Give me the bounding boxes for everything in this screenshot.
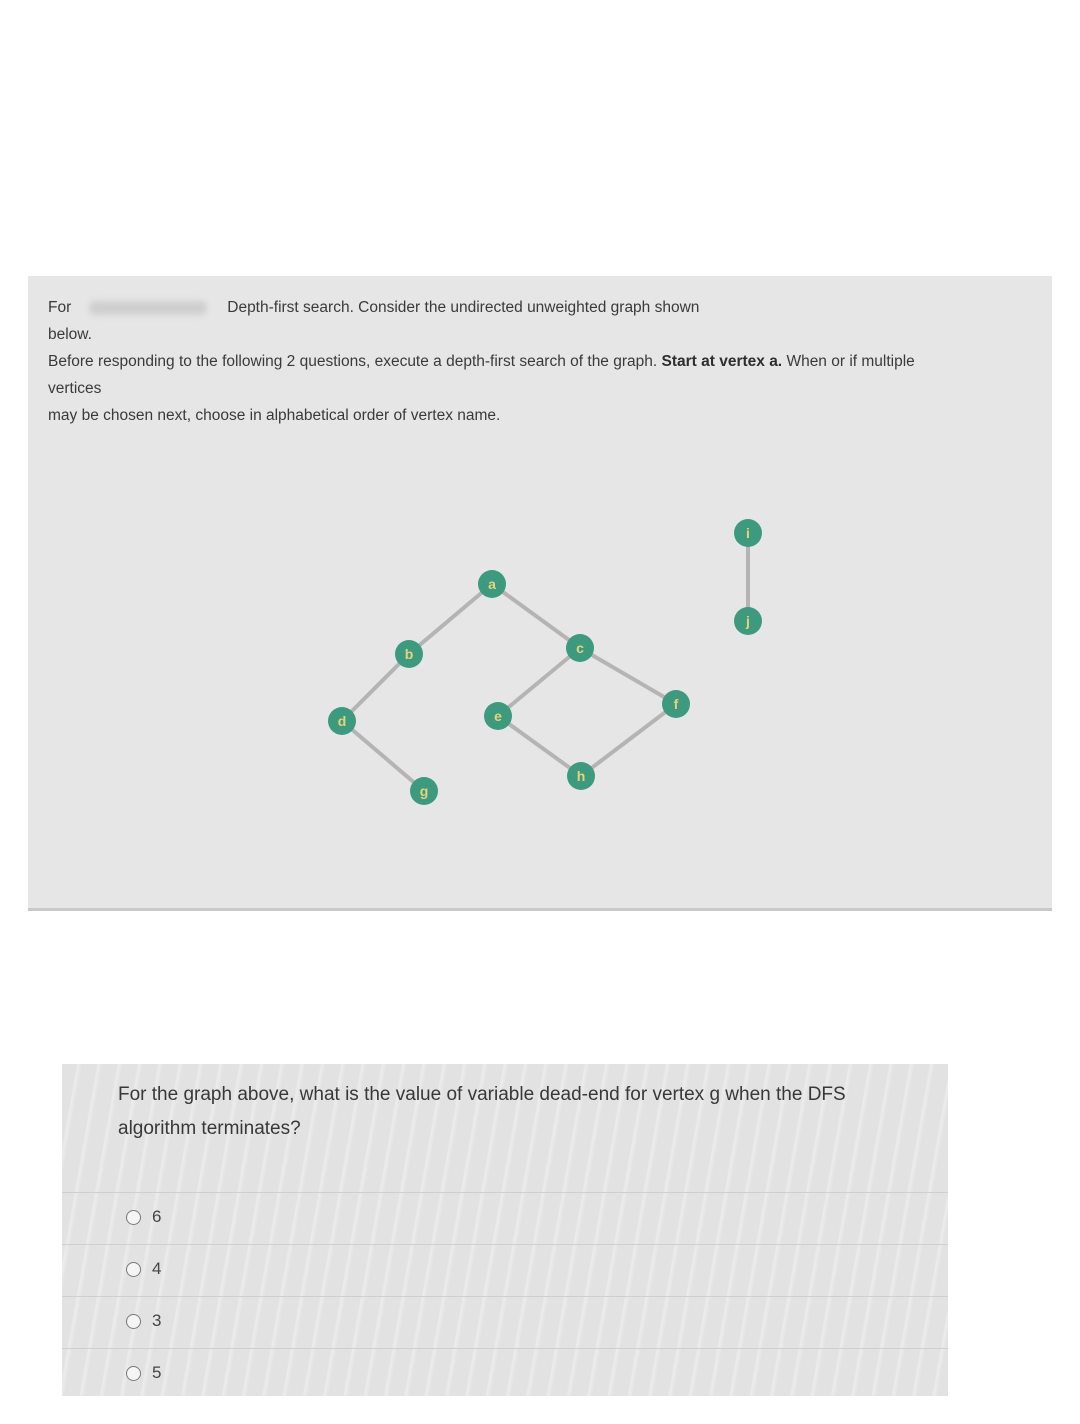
- answer-option-1[interactable]: [62, 1192, 948, 1245]
- question-intro-panel: [28, 276, 1052, 911]
- intro-line-1-text: Depth-first search. Consider the undirected unweighted graph shown: [227, 299, 700, 316]
- start-vertex-instruction: Start at vertex a.: [661, 353, 783, 370]
- vertex-a: [478, 570, 506, 598]
- intro-line-5: may be chosen next, choose in alphabetical order of vertex name.: [48, 407, 501, 424]
- vertex-label: a: [488, 576, 496, 592]
- edge-c-f: [580, 648, 676, 704]
- edge-d-g: [342, 721, 424, 791]
- vertex-label: c: [576, 640, 584, 656]
- vertex-label: i: [746, 525, 750, 541]
- vertex-label: b: [404, 646, 414, 662]
- answer-option-2[interactable]: [62, 1244, 948, 1297]
- question-text: For the graph above, what is the value of variable dead-end for vertex g when the DFS algorithm terminates?: [118, 1084, 846, 1139]
- vertex-label: d: [337, 713, 347, 729]
- answer-option-4[interactable]: [62, 1348, 948, 1401]
- vertex-h: [567, 762, 595, 790]
- vertex-i: [734, 519, 762, 547]
- radio-button[interactable]: [126, 1366, 141, 1381]
- edge-a-b: [409, 584, 492, 654]
- edge-a-c: [492, 584, 580, 648]
- option-label: 6: [152, 1207, 162, 1226]
- radio-button[interactable]: [126, 1262, 141, 1277]
- edge-c-e: [498, 648, 580, 716]
- edge-e-h: [498, 716, 581, 776]
- vertex-label: j: [746, 613, 750, 629]
- vertex-g: [410, 777, 438, 805]
- option-label: 5: [152, 1363, 162, 1382]
- graph-diagram: [28, 276, 1052, 908]
- vertex-j: [734, 607, 762, 635]
- vertex-d: [328, 707, 356, 735]
- vertex-label: e: [494, 708, 502, 724]
- edge-b-d: [342, 654, 409, 721]
- vertex-e: [484, 702, 512, 730]
- question-panel: [62, 1064, 948, 1396]
- intro-line-3b: When or if multiple: [786, 353, 915, 370]
- vertex-c: [566, 634, 594, 662]
- option-label: 3: [152, 1311, 162, 1330]
- intro-line-4: vertices: [48, 380, 102, 397]
- intro-prefix: For: [48, 299, 72, 316]
- option-label: 4: [152, 1259, 162, 1278]
- edge-f-h: [581, 704, 676, 776]
- vertex-f: [662, 690, 690, 718]
- vertex-label: f: [673, 696, 679, 712]
- vertex-b: [395, 640, 423, 668]
- radio-button[interactable]: [126, 1314, 141, 1329]
- vertex-label: g: [419, 783, 429, 799]
- answer-option-3[interactable]: [62, 1296, 948, 1349]
- radio-button[interactable]: [126, 1210, 141, 1225]
- intro-line-3a: Before responding to the following 2 questions, execute a depth-first search of the graph.: [48, 353, 658, 370]
- vertex-label: h: [576, 768, 586, 784]
- intro-line-2: below.: [48, 326, 92, 343]
